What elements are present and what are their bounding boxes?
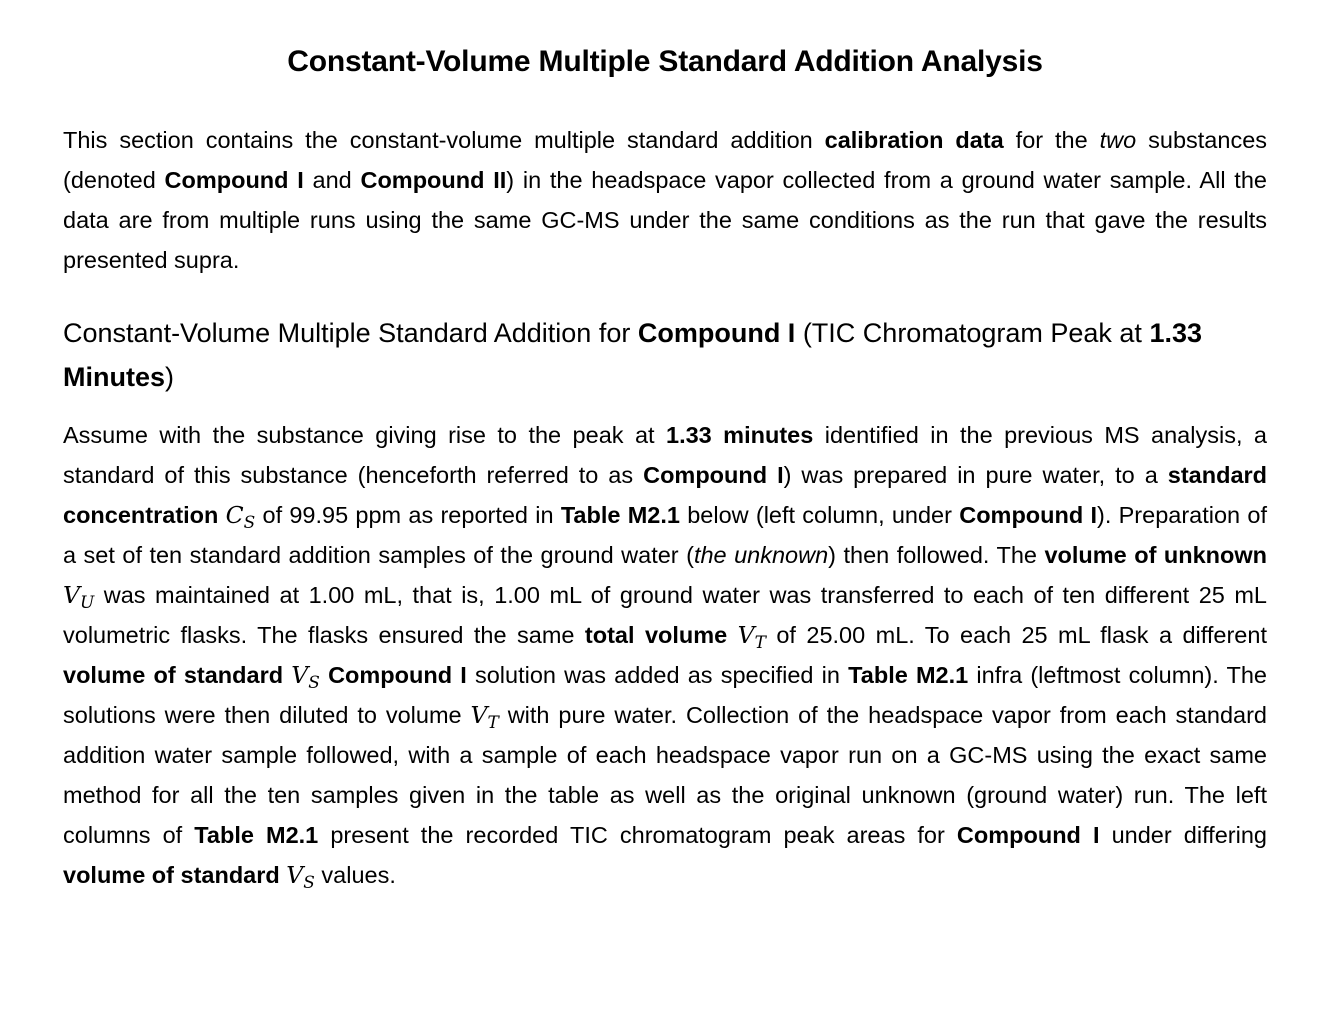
math-vu: $V_U$ <box>63 581 95 613</box>
intro-paragraph: This section contains the constant-volume multiple standard addition calibration data for the two substances (denoted Compound I and Compound II) in the headspace vapor collected from a ground water sample. All the data are from multiple runs using the same GC-MS under the same conditions as the run that gave the results presented supra. <box>63 127 1268 273</box>
math-cs: $C_S$ <box>225 501 256 533</box>
math-vt-2: $V_T$ <box>470 701 499 733</box>
page-title: Constant-Volume Multiple Standard Addition Analysis <box>287 45 1043 78</box>
math-vt: $V_T$ <box>737 621 766 653</box>
math-vs-2: $V_S$ <box>286 861 315 893</box>
section-heading: Constant-Volume Multiple Standard Addition for Compound I (TIC Chromatogram Peak at 1.33 Minutes) <box>63 318 1202 392</box>
body-paragraph: Assume with the substance giving rise to the peak at 1.33 minutes identified in the previous MS analysis, a standard of this substance (henceforth referred to as Compound I) was prepared in pure water, to a standard concentration $C_S$ of 99.95 ppm as reported in Table M2.1 below (left column, under Compound I). Preparation of a set of ten standard addition samples of the ground water (the unknown) then followed. The volume of unknown $V_U$ was maintained at 1.00 mL, that is, 1.00 mL of ground water was transferred to each of ten different 25 mL volumetric flasks. The flasks ensured the same total volume $V_T$ of 25.00 mL. To each 25 mL flask a different volume of standard $V_S$ Compound I solution was added as specified in Table M2.1 infra (leftmost column). The solutions were then diluted to volume $V_T$ with pure water. Collection of the headspace vapor from each standard addition water sample followed, with a sample of each headspace vapor run on a GC-MS using the exact same method for all the ten samples given in the table as well as the original unknown (ground water) run. The left columns of Table M2.1 present the recorded TIC chromatogram peak areas for Compound I under differing volume of standard $V_S$ values. <box>63 422 1268 893</box>
math-vs: $V_S$ <box>291 661 320 693</box>
